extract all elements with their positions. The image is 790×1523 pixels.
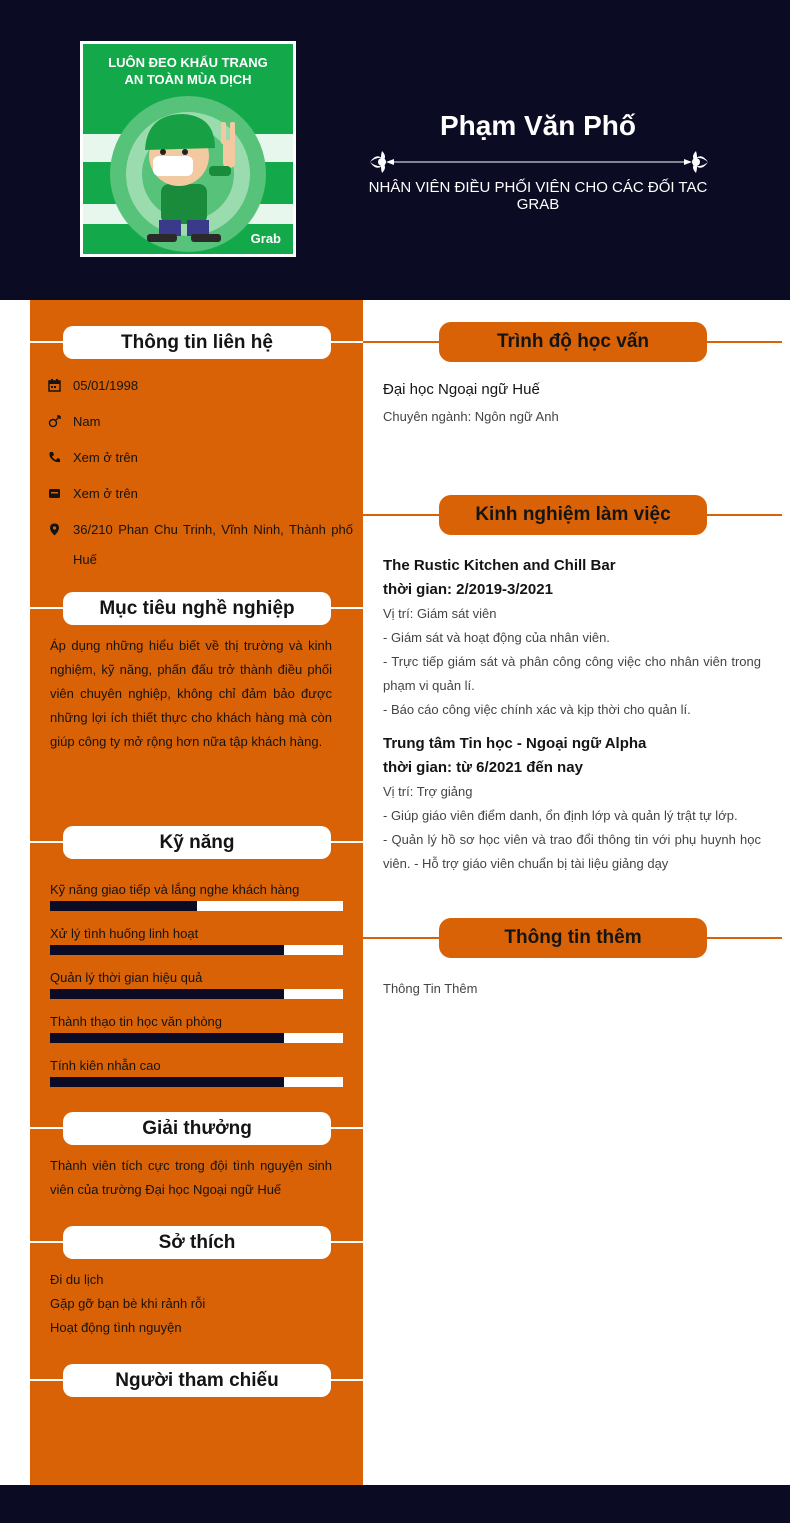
candidate-name: Phạm Văn Phố (439, 110, 637, 141)
job-position: Vị trí: Trợ giảng (383, 784, 473, 799)
section-title-additional: Thông tin thêm (439, 918, 707, 958)
gender-icon (48, 415, 61, 428)
skill-bar-fill (50, 901, 197, 911)
skill-name: Tính kiên nhẫn cao (50, 1058, 161, 1073)
hobby-item: Đi du lịch (50, 1272, 104, 1287)
email-icon (48, 487, 61, 500)
job-time: thời gian: 2/2019-3/2021 (383, 581, 553, 598)
skill-item (50, 923, 343, 955)
skill-name: Thành thạo tin học văn phòng (50, 1014, 223, 1029)
skill-name: Quản lý thời gian hiệu quả (50, 970, 203, 985)
gender-value: Nam (73, 414, 101, 429)
job-position: Vị trí: Giám sát viên (383, 606, 497, 621)
skill-bar-fill (50, 1033, 284, 1043)
phone-icon (48, 451, 61, 464)
header (0, 0, 790, 300)
job-duty: - Giám sát và hoạt động của nhân viên. (383, 630, 610, 645)
section-title-hobbies: Sở thích (63, 1226, 331, 1259)
calendar-icon (48, 379, 61, 392)
birthday-value: 05/01/1998 (73, 378, 139, 393)
skill-bar (50, 945, 343, 955)
hobby-item: Gặp gỡ bạn bè khi rảnh rỗi (50, 1296, 206, 1311)
job-company: The Rustic Kitchen and Chill Bar (383, 557, 616, 574)
section-title-skills: Kỹ năng (63, 826, 331, 859)
job-duty: - Trực tiếp giám sát và phân công công việc cho nhân viên trong phạm vi quản lí. (383, 654, 761, 693)
footer (0, 1485, 790, 1523)
job-duty: - Quản lý hồ sơ học viên và trao đổi thông tin với phụ huynh học viên. - Hỗ trợ giáo viên chuẩn bị tài liệu giảng dạy (383, 832, 761, 871)
job-duty: - Báo cáo công việc chính xác và kịp thời cho quản lí. (383, 702, 691, 717)
skill-bar (50, 1077, 343, 1087)
awards-text: Thành viên tích cực trong đội tình nguyện sinh viên của trường Đại học Ngoại ngữ Huế (50, 1158, 332, 1197)
objective-text: Áp dụng những hiểu biết về thị trường và kinh nghiệm, kỹ năng, phấn đấu trở thành điều phối viên chuyên nghiệp, không chỉ đảm bảo được những lợi ích thiết thực cho khách hàng mà còn giúp công ty mở rộng hơn nữa tập khách hàng. (50, 638, 332, 749)
job-title: NHÂN VIÊN ĐIỀU PHỐI VIÊN CHO CÁC ĐỐI TAC GRAB (368, 179, 708, 213)
section-title-education: Trình độ học vấn (439, 322, 707, 362)
fleur-right-icon (684, 151, 708, 173)
skill-name: Xử lý tình huống linh hoạt (50, 926, 199, 941)
skill-item (50, 1011, 343, 1043)
profile-photo (80, 41, 296, 257)
education-school: Đại học Ngoại ngữ Huế (383, 381, 540, 398)
skill-item (50, 1055, 343, 1087)
skill-item (50, 967, 343, 999)
skill-bar-fill (50, 989, 284, 999)
job-duty: - Giúp giáo viên điểm danh, ổn định lớp và quản lý trật tự lớp. (383, 808, 738, 823)
mascot-illustration (83, 44, 293, 254)
skill-bar (50, 901, 343, 911)
job-company: Trung tâm Tin học - Ngoại ngữ Alpha (383, 735, 647, 752)
photo-caption-line2: AN TOÀN MÙA DỊCH (124, 72, 252, 87)
grab-logo: Grab (250, 231, 281, 246)
section-title-contact: Thông tin liên hệ (63, 326, 331, 359)
address-value: 36/210 Phan Chu Trinh, Vĩnh Ninh, Thành phố Huế (73, 522, 353, 567)
section-title-awards: Giải thưởng (63, 1112, 331, 1145)
ornament-divider (368, 149, 710, 175)
location-pin-icon (48, 523, 61, 536)
skill-item (50, 879, 343, 911)
skill-bar (50, 989, 343, 999)
phone-value: Xem ở trên (73, 450, 138, 465)
skill-name: Kỹ năng giao tiếp và lắng nghe khách hàng (50, 882, 300, 897)
photo-caption-line1: LUÔN ĐEO KHẨU TRANG (108, 55, 268, 70)
job-time: thời gian: từ 6/2021 đến nay (383, 759, 583, 776)
additional-text: Thông Tin Thêm (383, 981, 478, 996)
fleur-left-icon (370, 151, 394, 173)
email-value: Xem ở trên (73, 486, 138, 501)
skill-bar (50, 1033, 343, 1043)
hobby-item: Hoạt động tình nguyện (50, 1320, 182, 1335)
section-title-objective: Mục tiêu nghề nghiệp (63, 592, 331, 625)
skill-bar-fill (50, 1077, 284, 1087)
skill-bar-fill (50, 945, 284, 955)
section-title-experience: Kinh nghiệm làm việc (439, 495, 707, 535)
education-major: Chuyên ngành: Ngôn ngữ Anh (383, 409, 559, 424)
section-title-references: Người tham chiếu (63, 1364, 331, 1397)
